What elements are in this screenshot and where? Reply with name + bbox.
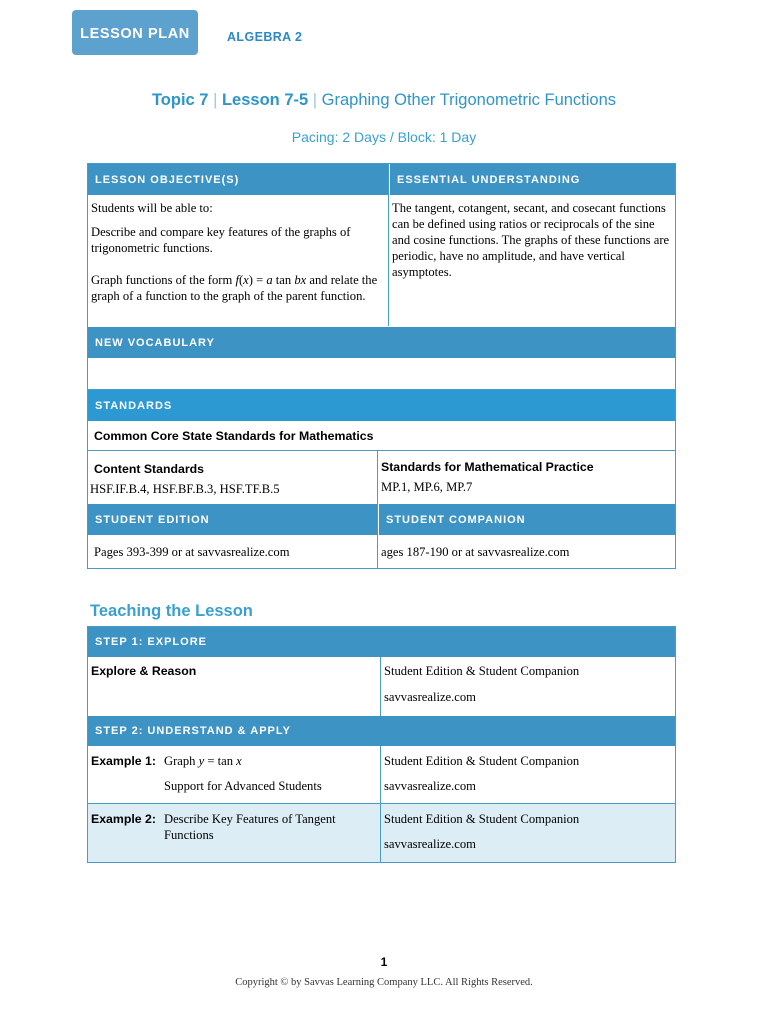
title-separator: | <box>213 91 218 109</box>
objectives-header <box>88 164 388 195</box>
student-edition-pages: Pages 393-399 or at savvasrealize.com <box>94 545 290 559</box>
example2-resource-link[interactable]: savvasrealize.com <box>384 837 476 851</box>
vocabulary-content <box>92 364 672 384</box>
divider <box>380 746 381 862</box>
pacing-info: Pacing: 2 Days / Block: 1 Day <box>291 129 477 145</box>
example2-title: Describe Key Features of Tangent Functions <box>164 812 336 842</box>
example2-resource: Student Edition & Student Companion <box>384 812 580 826</box>
step1-label: STEP 1: EXPLORE <box>95 636 207 648</box>
course-name: ALGEBRA 2 <box>227 30 303 44</box>
objectives-header-label: LESSON OBJECTIVE(S) <box>95 173 240 186</box>
step1-resource-link[interactable]: savvasrealize.com <box>384 690 476 704</box>
page-title <box>0 91 768 110</box>
step1-header <box>88 627 675 657</box>
copyright-notice: Copyright © by Savvas Learning Company LLC. All Rights Reserved. <box>235 977 533 988</box>
content-standards-values: HSF.IF.B.4, HSF.BF.B.3, HSF.TF.B.5 <box>90 482 280 496</box>
example2-label: Example 2: <box>91 812 156 826</box>
understanding-header <box>390 164 675 195</box>
example1-resource: Student Edition & Student Companion <box>384 754 580 768</box>
student-edition-label: STUDENT EDITION <box>95 513 210 526</box>
teaching-heading: Teaching the Lesson <box>90 602 253 620</box>
practice-standards-label: Standards for Mathematical Practice <box>381 460 594 474</box>
step2-label: STEP 2: UNDERSTAND & APPLY <box>95 725 291 737</box>
vocabulary-header <box>88 327 675 358</box>
student-companion-label: STUDENT COMPANION <box>386 513 526 526</box>
step1-resource: Student Edition & Student Companion <box>384 664 580 678</box>
step2-header <box>88 716 675 746</box>
divider <box>380 657 381 716</box>
topic-label: Topic 7 <box>151 91 209 109</box>
title-separator: | <box>312 91 318 109</box>
lesson-title: Graphing Other Trigonometric Functions <box>321 91 617 109</box>
example1-resource-link[interactable]: savvasrealize.com <box>384 779 476 793</box>
standards-header <box>88 390 675 421</box>
standards-header-label: STANDARDS <box>95 399 173 412</box>
example1-support: Support for Advanced Students <box>164 779 322 793</box>
page-number: 1 <box>380 955 388 969</box>
practice-standards-values: MP.1, MP.6, MP.7 <box>381 480 473 494</box>
vocabulary-header-label: NEW VOCABULARY <box>95 336 215 349</box>
objectives-content <box>91 200 387 304</box>
objective-item: Describe and compare key features of the graphs of trigonometric functions. <box>91 225 351 255</box>
objectives-intro: Students will be able to: <box>91 201 213 215</box>
student-edition-header <box>88 504 377 535</box>
content-standards-label: Content Standards <box>94 462 204 476</box>
objective-item: Graph functions of the form f(x) = a tan bx and relate the graph of a function to the graph of the parent function. <box>91 273 378 303</box>
example1-label: Example 1: <box>91 754 156 768</box>
divider <box>88 450 675 451</box>
divider <box>388 164 389 326</box>
example1-title: Graph y = tan x <box>164 754 242 768</box>
understanding-content: The tangent, cotangent, secant, and cosecant functions can be defined using ratios or reciprocals of the sine and cosine functions. The graphs of these functions are periodic, have no amplitude, and have vertical asymptotes. <box>392 201 670 279</box>
standards-framework: Common Core State Standards for Mathematics <box>94 429 374 443</box>
understanding-header-label: ESSENTIAL UNDERSTANDING <box>397 173 581 186</box>
lesson-label: Lesson 7-5 <box>221 91 309 109</box>
student-companion-header <box>379 504 675 535</box>
divider <box>377 451 378 568</box>
lesson-plan-badge: LESSON PLAN <box>72 10 198 55</box>
step1-activity: Explore & Reason <box>91 664 197 678</box>
student-companion-pages: ages 187-190 or at savvasrealize.com <box>381 545 570 559</box>
